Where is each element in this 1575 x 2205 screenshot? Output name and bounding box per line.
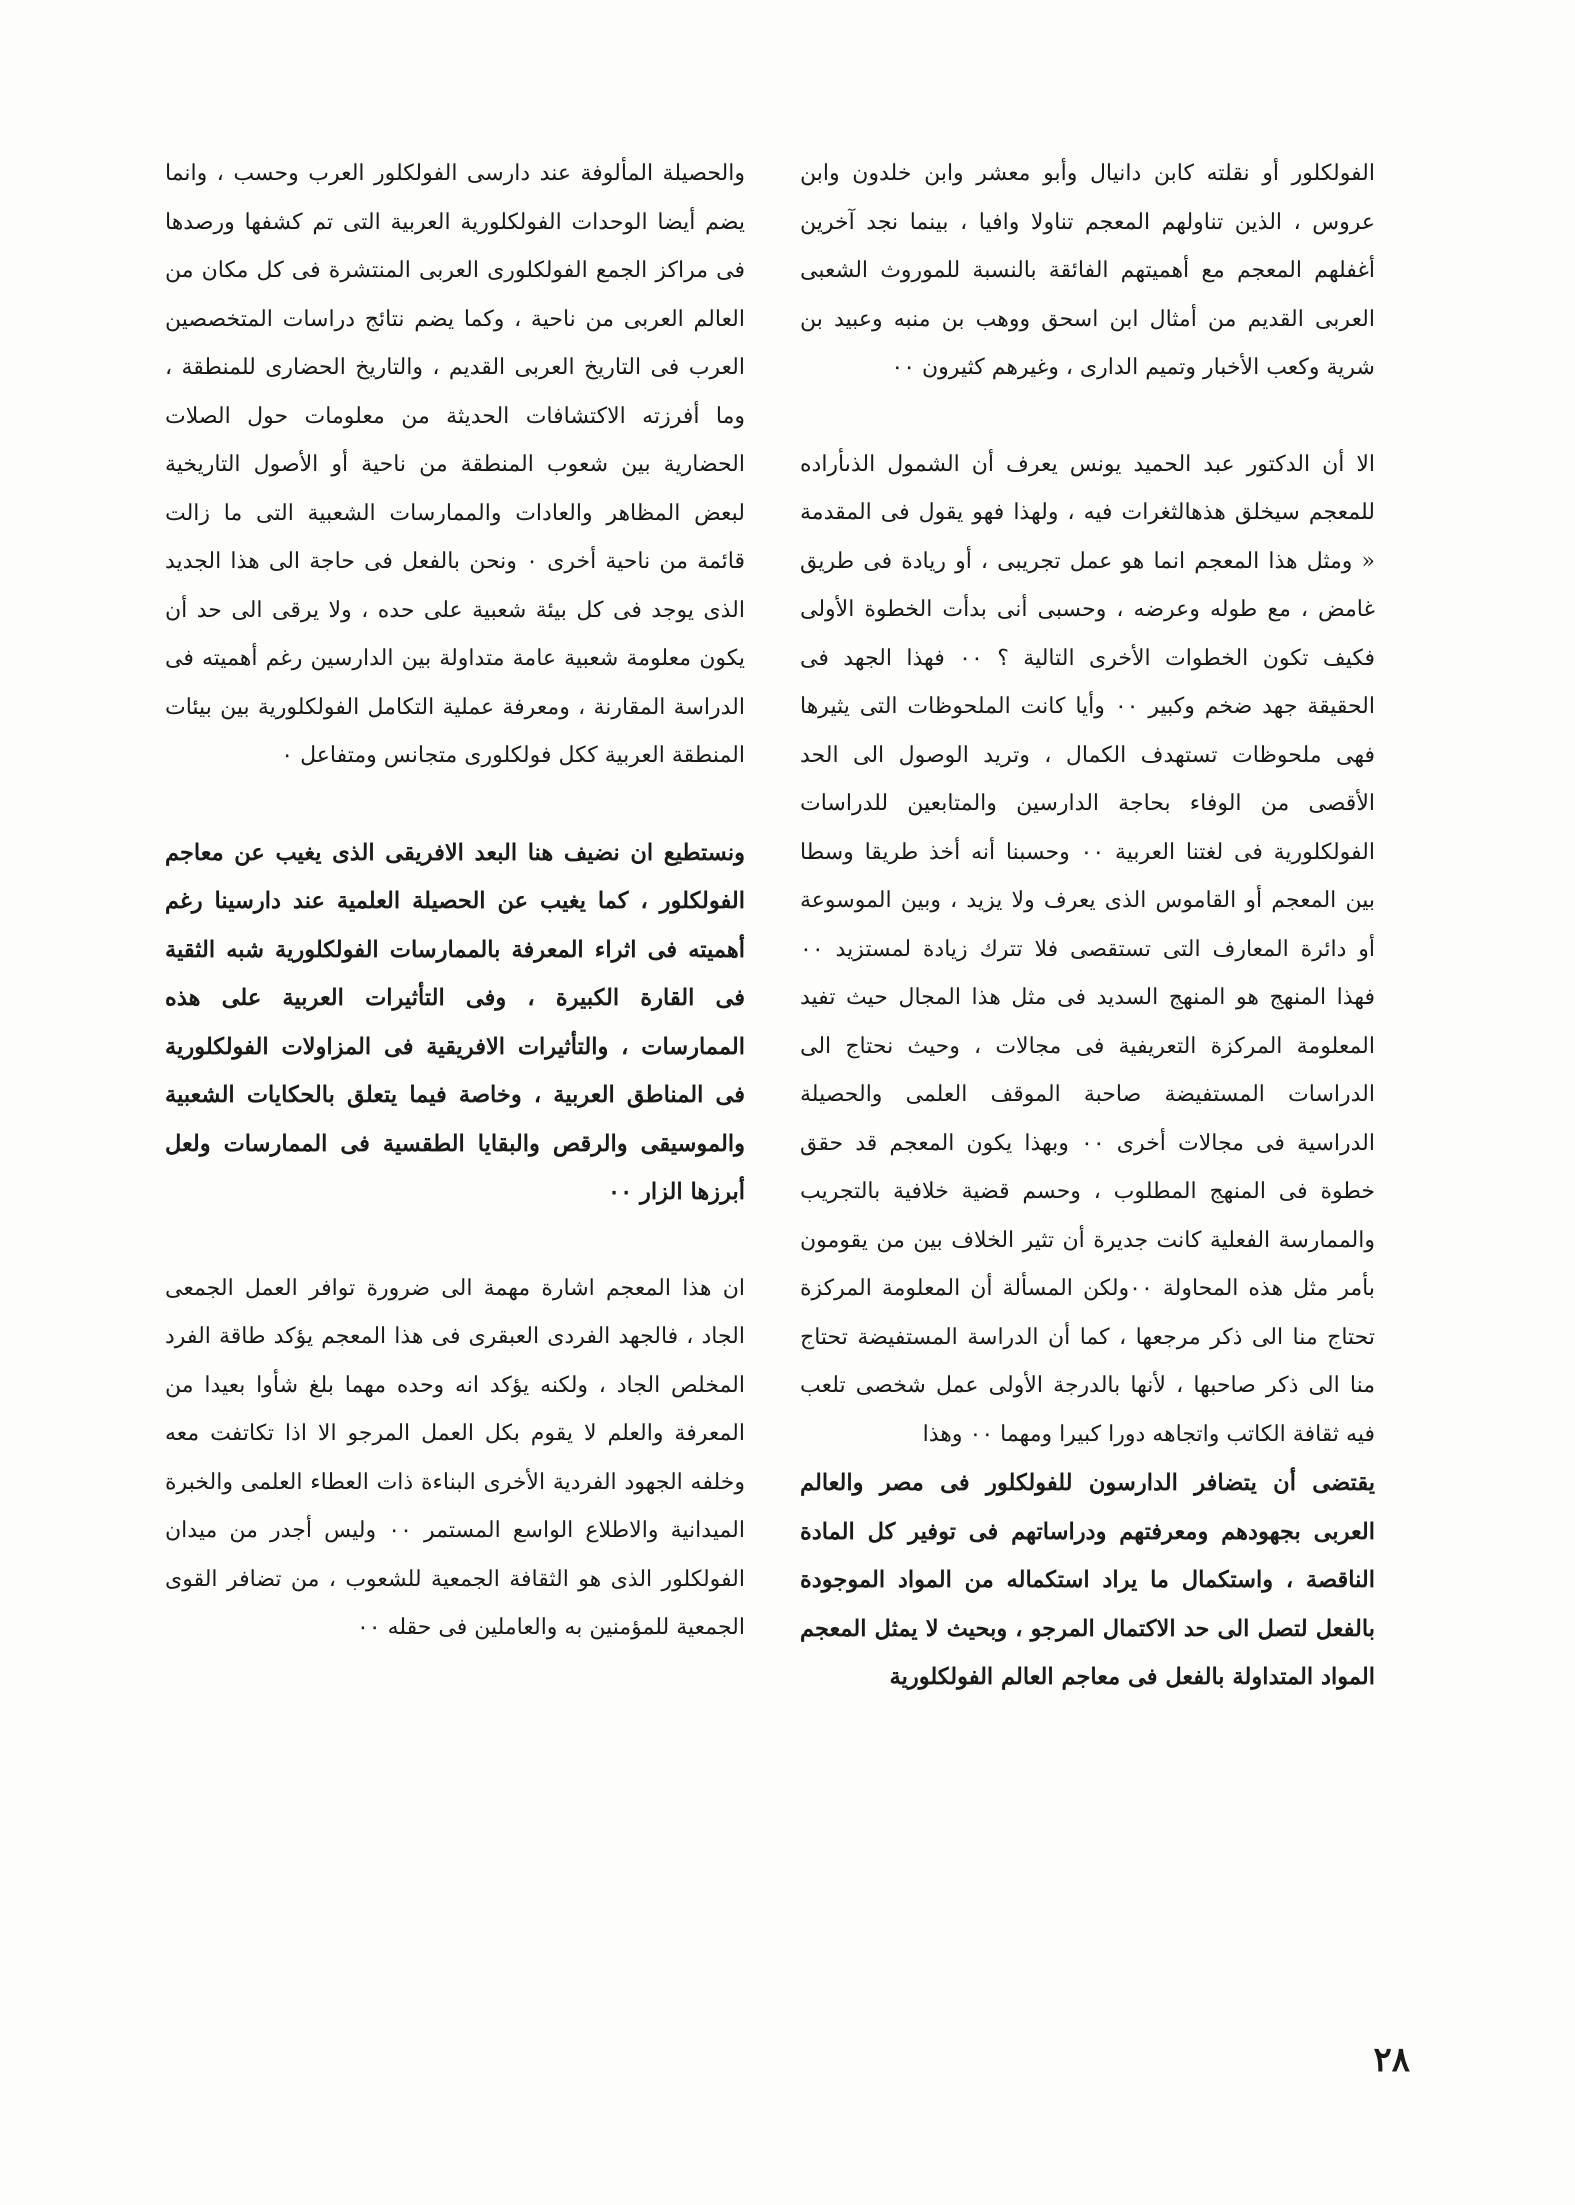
paragraph-younis-dictionary: الا أن الدكتور عبد الحميد يونس يعرف أن الشمول الذىأراده للمعجم سيخلق هذهالثغرات فيه ، ولهذا فهو يقول فى المقدمة « ومثل هذا المعجم انما هو عمل تجريبى ، أو ريادة فى طريق غامض ، مع طوله وعرضه ، وحسبى أنى بدأت الخطوة الأولى فكيف تكون الخطوات الأخرى التالية ؟ ٠٠ فهذا الجهد فى الحقيقة جهد ضخم وكبير ٠٠ وأيا كانت الملحوظات التى يثيرها فهى ملحوظات تستهدف الكمال ، وتريد الوصول الى الحد الأقصى من الوفاء بحاجة الدارسين والمتابعين للدراسات الفولكلورية فى لغتنا العربية ٠٠ وحسبنا أنه أخذ طريقا وسطا بين المعجم أو القاموس الذى يعرف ولا يزيد ، وبين الموسوعة أو دائرة المعارف التى تستقصى فلا تترك زيادة لمستزيد ٠٠ فهذا المنهج هو المنهج السديد فى مثل هذا المجال حيث تفيد المعلومة المركزة التعريفية فى مجالات ، وحيث نحتاج الى الدراسات المستفيضة صاحبة الموقف العلمى والحصيلة الدراسية فى مجالات أخرى ٠٠ وبهذا يكون المعجم قد حقق خطوة فى المنهج المطلوب ، وحسم قضية خلافية بالتجريب والممارسة الفعلية كانت جديرة أن تثير الخلاف بين من يقومون بأمر مثل هذه المحاولة ٠٠ولكن المسألة أن المعلومة المركزة تحتاج منا الى ذكر مرجعها ، كما أن الدراسة المستفيضة تحتاج منا الى ذكر صاحبها ، لأنها بالدرجة الأولى عمل شخصى تلعب فيه ثقافة الكاتب واتجاهه دورا كبيرا ومهما ٠٠ وهذا <box>800 451 1376 1447</box>
paragraph-gap <box>800 393 1375 441</box>
right-text-column <box>800 150 1375 1702</box>
paragraph-african-dimension: ونستطيع ان نضيف هنا البعد الافريقى الذى يغيب عن معاجم الفولكلور ، كما يغيب عن الحصيلة العلمية عند دارسينا رغم أهميته فى اثراء المعرفة بالممارسات الفولكلورية شبه الثقية فى القارة الكبيرة ، وفى التأثيرات العربية على هذه الممارسات ، والتأثيرات الافريقية فى المزاولات الفولكلورية فى المناطق العربية ، وخاصة فيما يتعلق بالحكايات الشعبية والموسيقى والرقص والبقايا الطقسية فى الممارسات ولعل أبرزها الزار ٠٠ <box>165 839 745 1205</box>
paragraph-collective-work: ان هذا المعجم اشارة مهمة الى ضرورة توافر العمل الجمعى الجاد ، فالجهد الفردى العبقرى فى هذا المعجم يؤكد طاقة الفرد المخلص الجاد ، ولكنه يؤكد انه وحده مهما بلغ شأوا بعيدا من المعرفة والعلم لا يقوم بكل العمل المرجو الا اذا تكاتفت معه وخلفه الجهود الفردية الأخرى البناءة ذات العطاء العلمى والخبرة الميدانية والاطلاع الواسع المستمر ٠٠ وليس أجدر من ميدان الفولكلور الذى هو الثقافة الجمعية للشعوب ، من تضافر القوى الجمعية للمؤمنين به والعاملين فى حقله ٠٠ <box>165 1275 745 1640</box>
page-number: ٢٨ <box>1373 2040 1410 2080</box>
paragraph-arab-folklore-units: والحصيلة المألوفة عند دارسى الفولكلور العرب وحسب ، وانما يضم أيضا الوحدات الفولكلورية العربية التى تم كشفها ورصدها فى مراكز الجمع الفولكلورى العربى المنتشرة فى كل مكان من العالم العربى من ناحية ، وكما يضم نتائج دراسات المتخصصين العرب فى التاريخ العربى القديم ، والتاريخ الحضارى للمنطقة ، وما أفرزته الاكتشافات الحديثة من معلومات حول الصلات الحضارية بين شعوب المنطقة من ناحية أو الأصول التاريخية لبعض المظاهر والعادات والممارسات الشعبية التى ما زالت قائمة من ناحية أخرى ٠ ونحن بالفعل فى حاجة الى هذا الجديد الذى يوجد فى كل بيئة شعبية على حده ، ولا يرقى الى حد أن يكون معلومة شعبية عامة متداولة بين الدارسين رغم أهميته فى الدراسة المقارنة ، ومعرفة عملية التكامل الفولكلورية بين بيئات المنطقة العربية ككل فولكلورى متجانس ومتفاعل ٠ <box>165 161 746 768</box>
left-text-column <box>165 150 745 1653</box>
paragraph-folklore-transmitters: الفولكلور أو نقلته كابن دانيال وأبو معشر وابن خلدون وابن عروس ، الذين تناولهم المعجم تناولا وافيا ، بينما نجد آخرين أغفلهم المعجم مع أهميتهم الفائقة بالنسبة للموروث الشعبى العربى القديم من أمثال ابن اسحق ووهب بن منبه وعبيد بن شرية وكعب الأخبار وتميم الدارى ، وغيرهم كثيرون ٠٠ <box>800 161 1375 380</box>
paragraph-scholars-cooperation: يقتضى أن يتضافر الدارسون للفولكلور فى مصر والعالم العربى بجهودهم ومعرفتهم ودراساتهم فى توفير كل المادة الناقصة ، واستكمال ما يراد استكماله من المواد الموجودة بالفعل لتصل الى حد الاكتمال المرجو ، وبحيث لا يمثل المعجم المواد المتداولة بالفعل فى معاجم العالم الفولكلورية <box>800 1470 1375 1690</box>
paragraph-gap <box>165 1217 745 1265</box>
paragraph-gap <box>165 781 745 829</box>
